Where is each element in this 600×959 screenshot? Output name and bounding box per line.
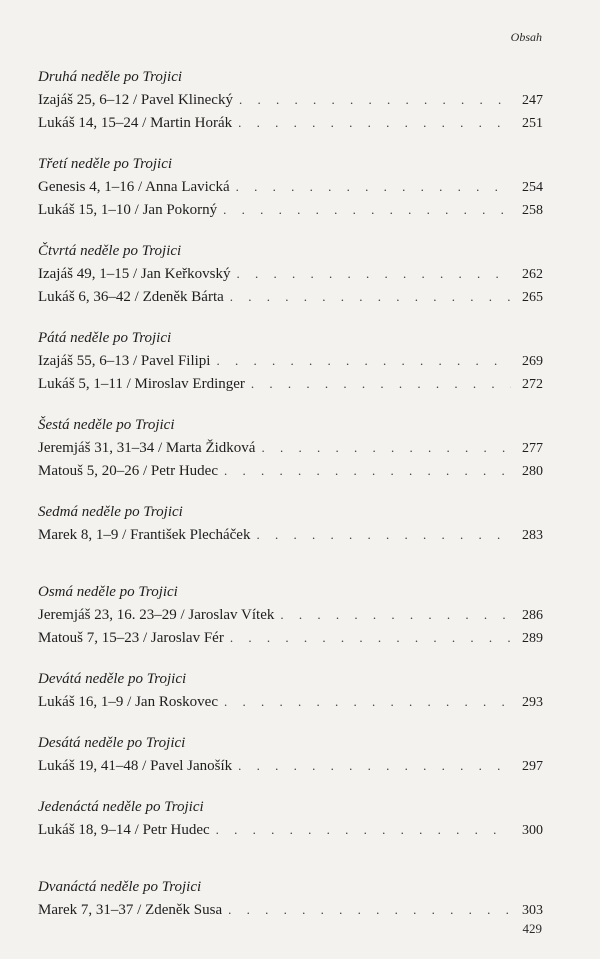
section-title: Sedmá neděle po Trojici	[38, 504, 183, 520]
entry-text: Lukáš 18, 9–14 / Petr Hudec	[38, 822, 210, 838]
entry-page-number: 280	[522, 464, 543, 479]
toc-entry	[38, 175, 543, 198]
entry-text: Lukáš 16, 1–9 / Jan Roskovec	[38, 694, 218, 710]
entry-page-number: 254	[522, 180, 543, 195]
toc-entry	[38, 754, 543, 777]
toc-entry	[38, 459, 543, 482]
dot-leader	[228, 898, 511, 921]
entry-page-number: 283	[522, 528, 543, 543]
entry-text: Marek 8, 1–9 / František Plecháček	[38, 527, 251, 543]
entry-page-number: 258	[522, 203, 543, 218]
toc-entry	[38, 436, 543, 459]
toc-section	[38, 668, 543, 713]
entry-text: Lukáš 15, 1–10 / Jan Pokorný	[38, 202, 218, 218]
entry-page-number: 251	[522, 116, 543, 131]
toc-entry	[38, 111, 543, 134]
toc-entry	[38, 898, 543, 921]
toc-section	[38, 501, 543, 546]
section-title: Čtvrtá neděle po Trojici	[38, 243, 182, 259]
entry-page-number: 293	[522, 695, 543, 710]
toc-section	[38, 581, 543, 649]
section-title: Osmá neděle po Trojici	[38, 584, 178, 600]
dot-leader	[239, 88, 511, 111]
dot-leader	[236, 262, 511, 285]
toc-entry	[38, 88, 543, 111]
dot-leader	[256, 523, 511, 546]
toc-section	[38, 876, 543, 921]
entry-page-number: 303	[522, 903, 543, 918]
section-title: Dvanáctá neděle po Trojici	[38, 879, 202, 895]
dot-leader	[223, 198, 511, 221]
toc-section	[38, 732, 543, 777]
toc-entry	[38, 198, 543, 221]
entry-page-number: 272	[522, 377, 543, 392]
dot-leader	[216, 818, 511, 841]
toc-section	[38, 153, 543, 221]
entry-page-number: 300	[522, 823, 543, 838]
dot-leader	[261, 436, 511, 459]
entry-page-number: 289	[522, 631, 543, 646]
dot-leader	[224, 690, 511, 713]
toc-entry	[38, 372, 543, 395]
dot-leader	[230, 626, 511, 649]
toc-entry	[38, 626, 543, 649]
entry-page-number: 269	[522, 354, 543, 369]
entry-page-number: 286	[522, 608, 543, 623]
section-title: Devátá neděle po Trojici	[38, 671, 187, 687]
toc-entry	[38, 603, 543, 626]
section-title: Šestá neděle po Trojici	[38, 417, 175, 433]
toc-entry	[38, 262, 543, 285]
table-of-contents	[38, 66, 543, 921]
entry-text: Izajáš 25, 6–12 / Pavel Klinecký	[38, 92, 233, 108]
entry-text: Matouš 5, 20–26 / Petr Hudec	[38, 463, 218, 479]
entry-text: Jeremjáš 23, 16. 23–29 / Jaroslav Vítek	[38, 607, 275, 623]
entry-page-number: 247	[522, 93, 543, 108]
dot-leader	[238, 111, 511, 134]
dot-leader	[280, 603, 511, 626]
toc-entry	[38, 523, 543, 546]
entry-page-number: 297	[522, 759, 543, 774]
dot-leader	[251, 372, 511, 395]
toc-entry	[38, 818, 543, 841]
section-title: Druhá neděle po Trojici	[38, 69, 183, 85]
entry-text: Izajáš 49, 1–15 / Jan Keřkovský	[38, 266, 231, 282]
section-title: Jedenáctá neděle po Trojici	[38, 799, 204, 815]
dot-leader	[230, 285, 511, 308]
entry-text: Jeremjáš 31, 31–34 / Marta Židková	[38, 440, 256, 456]
toc-entry	[38, 285, 543, 308]
toc-section	[38, 414, 543, 482]
dot-leader	[216, 349, 511, 372]
section-title: Pátá neděle po Trojici	[38, 330, 172, 346]
entry-text: Genesis 4, 1–16 / Anna Lavická	[38, 179, 230, 195]
toc-section	[38, 240, 543, 308]
toc-section	[38, 327, 543, 395]
entry-text: Lukáš 6, 36–42 / Zdeněk Bárta	[38, 289, 224, 305]
dot-leader	[238, 754, 511, 777]
dot-leader	[224, 459, 511, 482]
entry-page-number: 277	[522, 441, 543, 456]
dot-leader	[236, 175, 511, 198]
toc-section	[38, 796, 543, 841]
running-header: Obsah	[510, 30, 542, 44]
entry-page-number: 262	[522, 267, 543, 282]
entry-text: Izajáš 55, 6–13 / Pavel Filipi	[38, 353, 211, 369]
entry-text: Lukáš 5, 1–11 / Miroslav Erdinger	[38, 376, 245, 392]
entry-text: Marek 7, 31–37 / Zdeněk Susa	[38, 902, 223, 918]
toc-section	[38, 66, 543, 134]
section-title: Desátá neděle po Trojici	[38, 735, 186, 751]
entry-text: Lukáš 19, 41–48 / Pavel Janošík	[38, 758, 233, 774]
toc-entry	[38, 690, 543, 713]
entry-text: Matouš 7, 15–23 / Jaroslav Fér	[38, 630, 224, 646]
toc-entry	[38, 349, 543, 372]
section-title: Třetí neděle po Trojici	[38, 156, 173, 172]
page-number: 429	[522, 921, 542, 936]
entry-page-number: 265	[522, 290, 543, 305]
entry-text: Lukáš 14, 15–24 / Martin Horák	[38, 115, 233, 131]
